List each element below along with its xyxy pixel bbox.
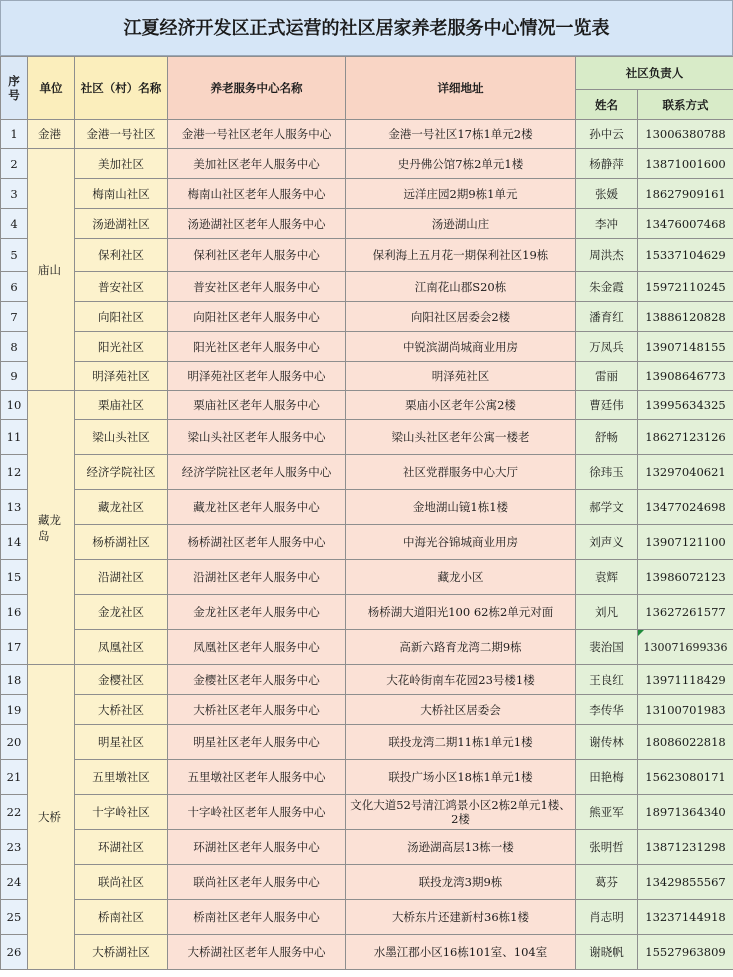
cell-contact-phone[interactable]: 18627123126 — [638, 420, 733, 455]
cell-address[interactable]: 江南花山郡S20栋 — [346, 272, 576, 302]
table-row — [1, 455, 733, 490]
cell-address[interactable]: 大桥社区居委会 — [346, 695, 576, 725]
cell-center-name[interactable]: 联尚社区老年人服务中心 — [168, 865, 346, 900]
cell-center-name[interactable]: 金樱社区老年人服务中心 — [168, 665, 346, 695]
cell-contact-name[interactable]: 李冲 — [576, 209, 638, 239]
cell-contact-name[interactable]: 万凤兵 — [576, 332, 638, 362]
table-row — [1, 239, 733, 272]
cell-center-name[interactable]: 明泽苑社区老年人服务中心 — [168, 362, 346, 391]
cell-unit[interactable]: 金港 — [28, 120, 75, 149]
cell-unit[interactable]: 庙山 — [28, 149, 75, 391]
table-row — [1, 560, 733, 595]
cell-seq[interactable]: 18 — [1, 665, 28, 695]
cell-community[interactable]: 金港一号社区 — [75, 120, 168, 149]
cell-community[interactable]: 五里墩社区 — [75, 760, 168, 795]
cell-contact-phone[interactable]: 15972110245 — [638, 272, 733, 302]
table-title: 江夏经济开发区正式运营的社区居家养老服务中心情况一览表 — [0, 0, 733, 56]
cell-community[interactable]: 凤凰社区 — [75, 630, 168, 665]
table-row — [1, 209, 733, 239]
cell-contact-phone[interactable]: 15623080171 — [638, 760, 733, 795]
cell-center-name[interactable]: 梅南山社区老年人服务中心 — [168, 179, 346, 209]
cell-contact-name[interactable]: 朱金霞 — [576, 272, 638, 302]
cell-contact-name[interactable]: 郝学文 — [576, 490, 638, 525]
cell-address[interactable]: 汤逊湖高层13栋一楼 — [346, 830, 576, 865]
cell-center-name[interactable]: 十字岭社区老年人服务中心 — [168, 795, 346, 830]
cell-contact-phone[interactable]: 18627909161 — [638, 179, 733, 209]
cell-center-name[interactable]: 杨桥湖社区老年人服务中心 — [168, 525, 346, 560]
cell-address[interactable]: 联投龙湾二期11栋1单元1楼 — [346, 725, 576, 760]
cell-contact-phone[interactable]: 13237144918 — [638, 900, 733, 935]
cell-community[interactable]: 栗庙社区 — [75, 391, 168, 420]
cell-center-name[interactable]: 藏龙社区老年人服务中心 — [168, 490, 346, 525]
cell-address[interactable]: 汤逊湖山庄 — [346, 209, 576, 239]
cell-center-name[interactable]: 大桥湖社区老年人服务中心 — [168, 935, 346, 970]
cell-community[interactable]: 联尚社区 — [75, 865, 168, 900]
table-row — [1, 900, 733, 935]
cell-address[interactable]: 向阳社区居委会2楼 — [346, 302, 576, 332]
cell-center-name[interactable]: 栗庙社区老年人服务中心 — [168, 391, 346, 420]
cell-center-name[interactable]: 向阳社区老年人服务中心 — [168, 302, 346, 332]
table-row — [1, 795, 733, 830]
table-row — [1, 120, 733, 149]
cell-center-name[interactable]: 保利社区老年人服务中心 — [168, 239, 346, 272]
cell-community[interactable]: 沿湖社区 — [75, 560, 168, 595]
cell-seq[interactable]: 21 — [1, 760, 28, 795]
cell-contact-phone[interactable]: 13986072123 — [638, 560, 733, 595]
cell-seq[interactable]: 8 — [1, 332, 28, 362]
cell-community[interactable]: 十字岭社区 — [75, 795, 168, 830]
cell-seq[interactable]: 11 — [1, 420, 28, 455]
cell-center-name[interactable]: 梁山头社区老年人服务中心 — [168, 420, 346, 455]
cell-community[interactable]: 阳光社区 — [75, 332, 168, 362]
table-row — [1, 830, 733, 865]
cell-seq[interactable]: 19 — [1, 695, 28, 725]
cell-contact-name[interactable]: 熊亚军 — [576, 795, 638, 830]
cell-address[interactable]: 中海光谷锦城商业用房 — [346, 525, 576, 560]
cell-contact-name[interactable]: 张明哲 — [576, 830, 638, 865]
cell-seq[interactable]: 25 — [1, 900, 28, 935]
cell-community[interactable]: 大桥社区 — [75, 695, 168, 725]
cell-address[interactable]: 远洋庄园2期9栋1单元 — [346, 179, 576, 209]
cell-address[interactable]: 联投龙湾3期9栋 — [346, 865, 576, 900]
cell-contact-name[interactable]: 葛芬 — [576, 865, 638, 900]
cell-community[interactable]: 经济学院社区 — [75, 455, 168, 490]
cell-seq[interactable]: 5 — [1, 239, 28, 272]
cell-contact-phone[interactable]: 18971364340 — [638, 795, 733, 830]
cell-center-name[interactable]: 阳光社区老年人服务中心 — [168, 332, 346, 362]
cell-center-name[interactable]: 沿湖社区老年人服务中心 — [168, 560, 346, 595]
header-seq[interactable]: 序号 — [1, 57, 28, 120]
cell-address[interactable]: 文化大道52号清江鸿景小区2栋2单元1楼、2楼 — [346, 795, 576, 830]
cell-community[interactable]: 明泽苑社区 — [75, 362, 168, 391]
cell-contact-name[interactable]: 肖志明 — [576, 900, 638, 935]
cell-community[interactable]: 杨桥湖社区 — [75, 525, 168, 560]
cell-contact-phone[interactable]: 13476007468 — [638, 209, 733, 239]
cell-seq[interactable]: 20 — [1, 725, 28, 760]
table-row — [1, 302, 733, 332]
table-row — [1, 630, 733, 665]
cell-contact-name[interactable]: 谢晓帆 — [576, 935, 638, 970]
header-contact-phone[interactable]: 联系方式 — [638, 90, 733, 120]
cell-seq[interactable]: 22 — [1, 795, 28, 830]
table-row — [1, 179, 733, 209]
cell-seq[interactable]: 16 — [1, 595, 28, 630]
cell-community[interactable]: 普安社区 — [75, 272, 168, 302]
cell-seq[interactable]: 14 — [1, 525, 28, 560]
cell-contact-phone[interactable]: 13971118429 — [638, 665, 733, 695]
table-row — [1, 332, 733, 362]
cell-contact-name[interactable]: 孙中云 — [576, 120, 638, 149]
cell-community[interactable]: 梅南山社区 — [75, 179, 168, 209]
cell-contact-phone[interactable]: 13006380788 — [638, 120, 733, 149]
cell-community[interactable]: 美加社区 — [75, 149, 168, 179]
cell-address[interactable]: 史丹佛公馆7栋2单元1楼 — [346, 149, 576, 179]
cell-seq[interactable]: 7 — [1, 302, 28, 332]
table-row — [1, 149, 733, 179]
cell-contact-phone[interactable]: 13100701983 — [638, 695, 733, 725]
cell-contact-phone[interactable]: 15527963809 — [638, 935, 733, 970]
header-contact-name[interactable]: 姓名 — [576, 90, 638, 120]
cell-address[interactable]: 联投广场小区18栋1单元1楼 — [346, 760, 576, 795]
header-unit[interactable]: 单位 — [28, 57, 75, 120]
table-row — [1, 725, 733, 760]
cell-contact-name[interactable]: 李传华 — [576, 695, 638, 725]
cell-seq[interactable]: 15 — [1, 560, 28, 595]
cell-seq[interactable]: 10 — [1, 391, 28, 420]
table-row — [1, 595, 733, 630]
cell-center-name[interactable]: 大桥社区老年人服务中心 — [168, 695, 346, 725]
cell-contact-name[interactable]: 王良红 — [576, 665, 638, 695]
cell-unit[interactable]: 大桥 — [28, 665, 75, 970]
cell-seq[interactable]: 23 — [1, 830, 28, 865]
cell-contact-name[interactable]: 田艳梅 — [576, 760, 638, 795]
cell-center-name[interactable]: 金港一号社区老年人服务中心 — [168, 120, 346, 149]
cell-center-name[interactable]: 经济学院社区老年人服务中心 — [168, 455, 346, 490]
cell-address[interactable]: 保利海上五月花一期保利社区19栋 — [346, 239, 576, 272]
cell-contact-phone[interactable]: 13297040621 — [638, 455, 733, 490]
cell-community[interactable]: 梁山头社区 — [75, 420, 168, 455]
cell-contact-name[interactable]: 刘声义 — [576, 525, 638, 560]
cell-center-name[interactable]: 环湖社区老年人服务中心 — [168, 830, 346, 865]
cell-community[interactable]: 金樱社区 — [75, 665, 168, 695]
cell-contact-name[interactable]: 杨静萍 — [576, 149, 638, 179]
table-row — [1, 391, 733, 420]
table-row — [1, 865, 733, 900]
cell-community[interactable]: 保利社区 — [75, 239, 168, 272]
cell-address[interactable]: 高新六路育龙湾二期9栋 — [346, 630, 576, 665]
cell-contact-phone[interactable]: 13429855567 — [638, 865, 733, 900]
cell-contact-phone[interactable]: 13871231298 — [638, 830, 733, 865]
cell-contact-name[interactable]: 徐玮玉 — [576, 455, 638, 490]
cell-center-name[interactable]: 凤凰社区老年人服务中心 — [168, 630, 346, 665]
cell-contact-name[interactable]: 张媛 — [576, 179, 638, 209]
cell-contact-name[interactable]: 袁辉 — [576, 560, 638, 595]
header-contact-group[interactable]: 社区负责人 — [576, 57, 733, 90]
cell-community[interactable]: 明星社区 — [75, 725, 168, 760]
cell-center-name[interactable]: 五里墩社区老年人服务中心 — [168, 760, 346, 795]
cell-address[interactable]: 社区党群服务中心大厅 — [346, 455, 576, 490]
cell-address[interactable]: 水墨江郡小区16栋101室、104室 — [346, 935, 576, 970]
cell-contact-name[interactable]: 裴治国 — [576, 630, 638, 665]
cell-address[interactable]: 梁山头社区老年公寓一楼老 — [346, 420, 576, 455]
cell-community[interactable]: 桥南社区 — [75, 900, 168, 935]
service-center-table — [0, 56, 733, 970]
header-community[interactable]: 社区（村）名称 — [75, 57, 168, 120]
cell-address[interactable]: 大花岭街南车花园23号楼1楼 — [346, 665, 576, 695]
cell-contact-name[interactable]: 潘育红 — [576, 302, 638, 332]
cell-seq[interactable]: 4 — [1, 209, 28, 239]
cell-community[interactable]: 金龙社区 — [75, 595, 168, 630]
header-address[interactable]: 详细地址 — [346, 57, 576, 120]
cell-seq[interactable]: 9 — [1, 362, 28, 391]
cell-community[interactable]: 环湖社区 — [75, 830, 168, 865]
cell-contact-phone[interactable]: 13871001600 — [638, 149, 733, 179]
table-row — [1, 665, 733, 695]
cell-seq[interactable]: 1 — [1, 120, 28, 149]
cell-contact-name[interactable]: 周洪杰 — [576, 239, 638, 272]
cell-center-name[interactable]: 普安社区老年人服务中心 — [168, 272, 346, 302]
cell-center-name[interactable]: 金龙社区老年人服务中心 — [168, 595, 346, 630]
cell-contact-name[interactable]: 曹廷伟 — [576, 391, 638, 420]
cell-address[interactable]: 明泽苑社区 — [346, 362, 576, 391]
cell-contact-phone[interactable]: 13627261577 — [638, 595, 733, 630]
table-row — [1, 490, 733, 525]
cell-contact-name[interactable]: 谢传林 — [576, 725, 638, 760]
header-center[interactable]: 养老服务中心名称 — [168, 57, 346, 120]
cell-contact-phone[interactable]: 18086022818 — [638, 725, 733, 760]
cell-contact-phone[interactable]: 13995634325 — [638, 391, 733, 420]
cell-unit[interactable]: 藏龙岛 — [28, 391, 75, 665]
cell-contact-phone[interactable]: 130071699336 — [638, 630, 733, 665]
cell-address[interactable]: 金地湖山镜1栋1楼 — [346, 490, 576, 525]
cell-community[interactable]: 向阳社区 — [75, 302, 168, 332]
table-row — [1, 935, 733, 970]
table-row — [1, 525, 733, 560]
cell-contact-phone[interactable]: 13477024698 — [638, 490, 733, 525]
cell-community[interactable]: 藏龙社区 — [75, 490, 168, 525]
cell-contact-phone[interactable]: 13907148155 — [638, 332, 733, 362]
cell-center-name[interactable]: 美加社区老年人服务中心 — [168, 149, 346, 179]
cell-address[interactable]: 大桥东片还建新村36栋1楼 — [346, 900, 576, 935]
cell-seq[interactable]: 13 — [1, 490, 28, 525]
cell-center-name[interactable]: 桥南社区老年人服务中心 — [168, 900, 346, 935]
cell-contact-name[interactable]: 刘凡 — [576, 595, 638, 630]
cell-contact-phone[interactable]: 15337104629 — [638, 239, 733, 272]
table-body — [1, 120, 733, 970]
table-row — [1, 760, 733, 795]
cell-community[interactable]: 大桥湖社区 — [75, 935, 168, 970]
table-row — [1, 362, 733, 391]
cell-seq[interactable]: 3 — [1, 179, 28, 209]
cell-seq[interactable]: 2 — [1, 149, 28, 179]
cell-seq[interactable]: 17 — [1, 630, 28, 665]
cell-center-name[interactable]: 汤逊湖社区老年人服务中心 — [168, 209, 346, 239]
cell-contact-phone[interactable]: 13886120828 — [638, 302, 733, 332]
cell-seq[interactable]: 24 — [1, 865, 28, 900]
table-row — [1, 272, 733, 302]
cell-contact-phone[interactable]: 13907121100 — [638, 525, 733, 560]
cell-community[interactable]: 汤逊湖社区 — [75, 209, 168, 239]
cell-seq[interactable]: 6 — [1, 272, 28, 302]
cell-address[interactable]: 藏龙小区 — [346, 560, 576, 595]
cell-seq[interactable]: 12 — [1, 455, 28, 490]
cell-address[interactable]: 杨桥湖大道阳光100 62栋2单元对面 — [346, 595, 576, 630]
cell-contact-name[interactable]: 舒畅 — [576, 420, 638, 455]
table-row — [1, 695, 733, 725]
table-row — [1, 420, 733, 455]
cell-address[interactable]: 金港一号社区17栋1单元2楼 — [346, 120, 576, 149]
cell-address[interactable]: 栗庙小区老年公寓2楼 — [346, 391, 576, 420]
cell-center-name[interactable]: 明星社区老年人服务中心 — [168, 725, 346, 760]
cell-address[interactable]: 中锐滨湖尚城商业用房 — [346, 332, 576, 362]
cell-seq[interactable]: 26 — [1, 935, 28, 970]
cell-contact-name[interactable]: 雷丽 — [576, 362, 638, 391]
cell-contact-phone[interactable]: 13908646773 — [638, 362, 733, 391]
